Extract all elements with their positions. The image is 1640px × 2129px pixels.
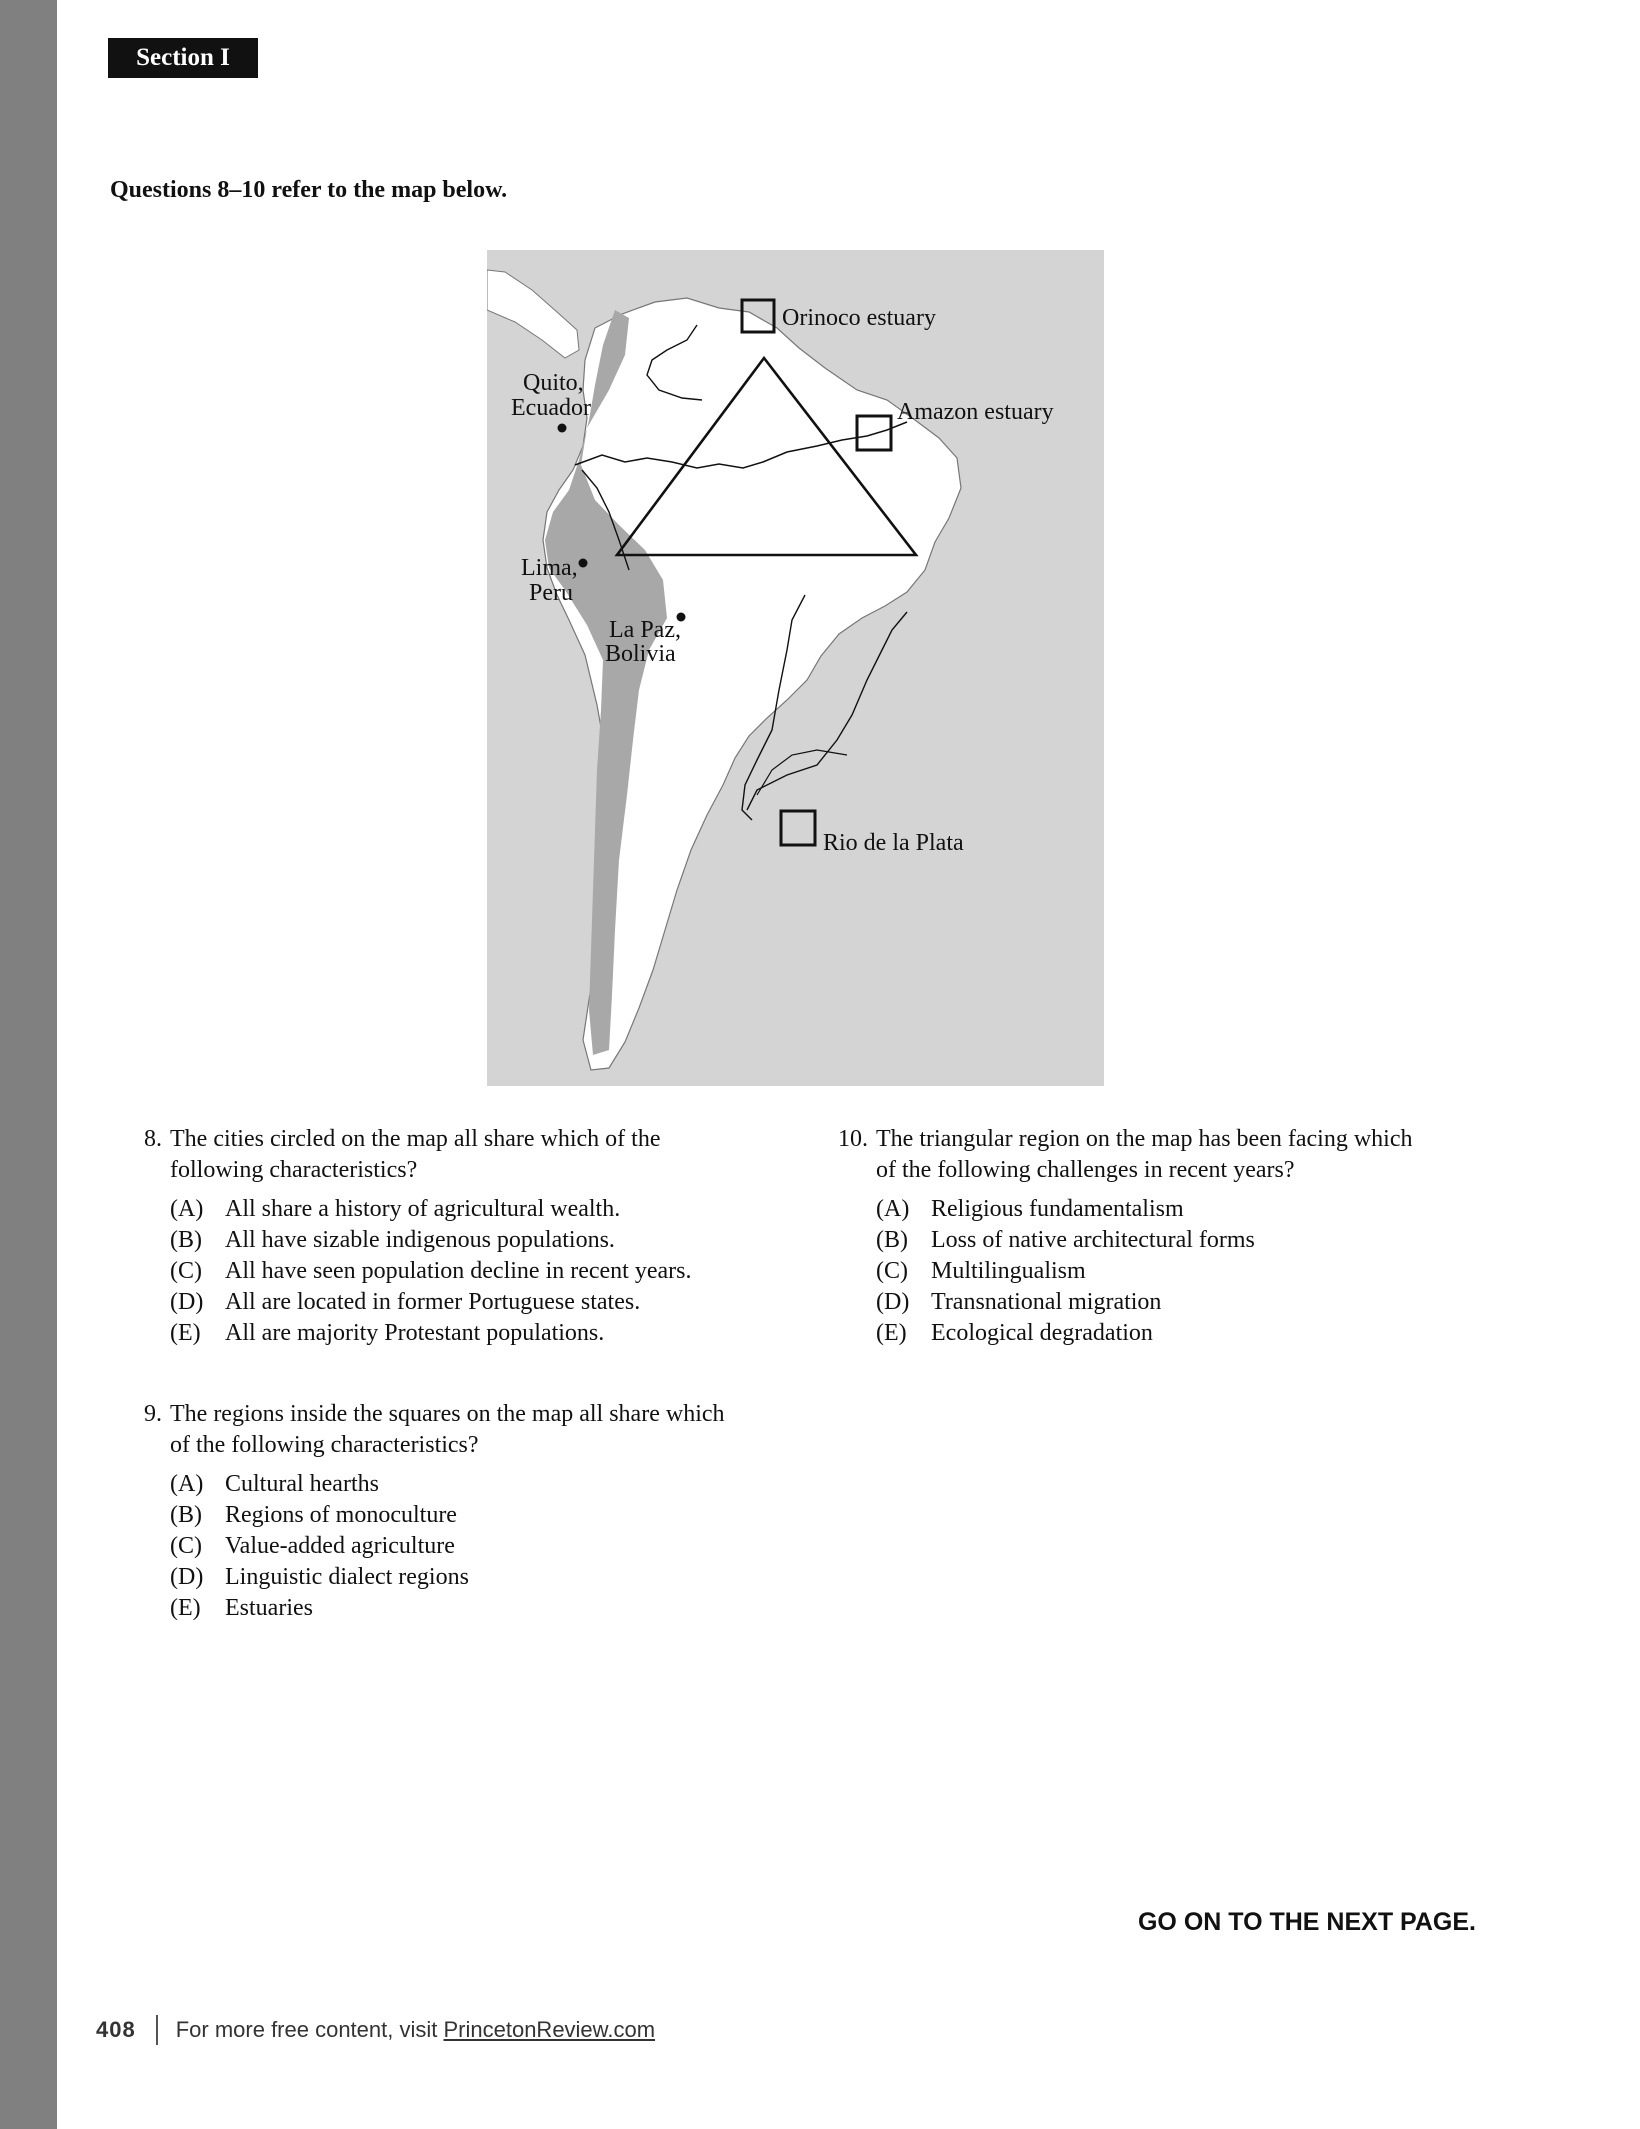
- princeton-review-link[interactable]: PrincetonReview.com: [443, 2017, 656, 2042]
- question-10: [816, 1124, 1496, 1349]
- question-stem: [110, 1124, 790, 1186]
- choice-letter: (D): [876, 1289, 910, 1315]
- answer-choice: [876, 1194, 1496, 1225]
- answer-choices: [110, 1194, 790, 1349]
- south-america-map: [487, 250, 1104, 1086]
- choice-letter: (E): [170, 1320, 201, 1346]
- choice-text: All have seen population decline in recent years.: [225, 1258, 692, 1284]
- ecuador-label: Ecuador: [511, 395, 591, 421]
- answer-choice: [170, 1287, 790, 1318]
- answer-choice: [876, 1287, 1496, 1318]
- stem-line: The triangular region on the map has been facing which: [876, 1126, 1413, 1152]
- choice-text: Religious fundamentalism: [931, 1196, 1184, 1222]
- choice-letter: (D): [170, 1564, 204, 1590]
- answer-choice: [876, 1256, 1496, 1287]
- answer-choice: [876, 1225, 1496, 1256]
- choice-text: Estuaries: [225, 1595, 313, 1621]
- choice-letter: (B): [876, 1227, 908, 1253]
- choice-letter: (E): [876, 1320, 907, 1346]
- answer-choice: [170, 1593, 790, 1624]
- answer-choice: [876, 1318, 1496, 1349]
- lapaz-label: La Paz,: [609, 617, 681, 643]
- choice-letter: (D): [170, 1289, 204, 1315]
- rio-label: Rio de la Plata: [823, 830, 964, 856]
- amazon-label: Amazon estuary: [897, 399, 1054, 425]
- choice-text: All have sizable indigenous populations.: [225, 1227, 615, 1253]
- stem-line: of the following challenges in recent years?: [876, 1157, 1295, 1183]
- left-margin-bar: [0, 0, 57, 2129]
- choice-letter: (E): [170, 1595, 201, 1621]
- question-stem: [816, 1124, 1496, 1186]
- choice-letter: (C): [170, 1258, 202, 1284]
- choice-text: Loss of native architectural forms: [931, 1227, 1255, 1253]
- choice-letter: (A): [876, 1196, 910, 1222]
- choice-text: All are majority Protestant populations.: [225, 1320, 605, 1346]
- choice-letter: (B): [170, 1227, 202, 1253]
- question-8: [110, 1124, 790, 1349]
- answer-choice: [170, 1194, 790, 1225]
- orinoco-label: Orinoco estuary: [782, 305, 936, 331]
- page-number: 408: [96, 2017, 136, 2042]
- answer-choices: [110, 1469, 790, 1624]
- bolivia-label: Bolivia: [605, 641, 676, 667]
- answer-choice: [170, 1225, 790, 1256]
- choice-text: Value-added agriculture: [225, 1533, 455, 1559]
- choice-letter: (C): [170, 1533, 202, 1559]
- choice-text: Transnational migration: [931, 1289, 1162, 1315]
- answer-choice: [170, 1469, 790, 1500]
- answer-choice: [170, 1256, 790, 1287]
- answer-choice: [170, 1500, 790, 1531]
- choice-text: Multilingualism: [931, 1258, 1086, 1284]
- choice-text: Cultural hearths: [225, 1471, 379, 1497]
- choice-letter: (C): [876, 1258, 908, 1284]
- quito-label: Quito,: [523, 370, 584, 396]
- answer-choices: [816, 1194, 1496, 1349]
- choice-letter: (B): [170, 1502, 202, 1528]
- answer-choice: [170, 1318, 790, 1349]
- answer-choice: [170, 1562, 790, 1593]
- lima-label: Lima,: [521, 555, 578, 581]
- stem-line: following characteristics?: [170, 1157, 418, 1183]
- choice-text: Regions of monoculture: [225, 1502, 457, 1528]
- choice-text: All share a history of agricultural wealth.: [225, 1196, 621, 1222]
- question-9: [110, 1399, 790, 1624]
- quito-dot: [558, 424, 567, 433]
- answer-choice: [170, 1531, 790, 1562]
- lima-dot: [579, 559, 588, 568]
- question-number: 8.: [144, 1126, 162, 1152]
- questions-intro: Questions 8–10 refer to the map below.: [110, 177, 508, 203]
- footer-text: For more free content, visit: [175, 2017, 444, 2042]
- choice-text: Linguistic dialect regions: [225, 1564, 469, 1590]
- choice-letter: (A): [170, 1196, 204, 1222]
- question-number: 10.: [838, 1126, 868, 1152]
- question-number: 9.: [144, 1401, 162, 1427]
- choice-letter: (A): [170, 1471, 204, 1497]
- stem-line: of the following characteristics?: [170, 1432, 479, 1458]
- stem-line: The cities circled on the map all share which of the: [170, 1126, 661, 1152]
- next-page-notice: GO ON TO THE NEXT PAGE.: [1137, 1908, 1476, 1936]
- choice-text: Ecological degradation: [931, 1320, 1153, 1346]
- peru-label: Peru: [529, 580, 573, 606]
- footer-divider: [156, 2015, 158, 2045]
- question-stem: [110, 1399, 790, 1461]
- page-footer: [96, 2013, 655, 2047]
- section-badge: Section I: [108, 38, 258, 78]
- choice-text: All are located in former Portuguese states.: [225, 1289, 641, 1315]
- stem-line: The regions inside the squares on the map all share which: [170, 1401, 725, 1427]
